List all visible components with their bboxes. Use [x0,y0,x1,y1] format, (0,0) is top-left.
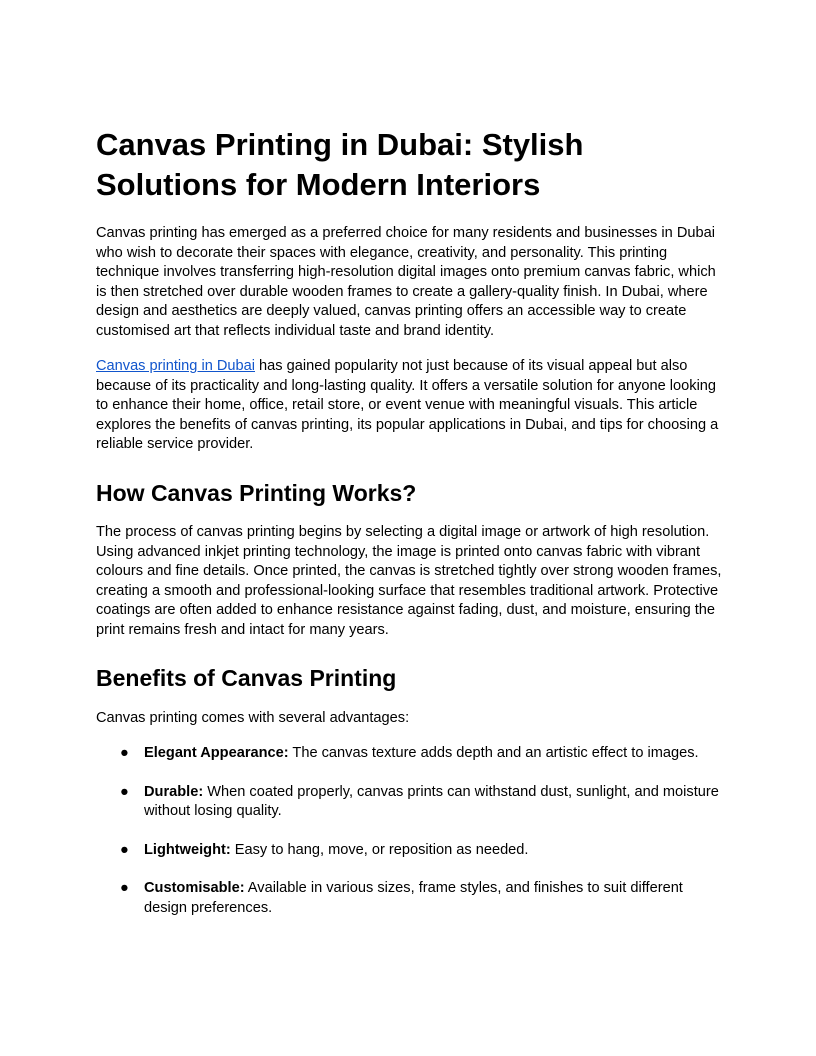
bullet-icon: ● [120,841,129,858]
bullet-icon: ● [120,783,129,800]
how-it-works-paragraph: The process of canvas printing begins by selecting a digital image or artwork of high resolution. Using advanced inkjet printing technology, the image is printed onto canvas fabric with vibrant colours and fine details. Once printed, the canvas is stretched tightly over strong wooden frames, creating a smooth and professional-looking surface that resembles traditional artwork. Protective coatings are often added to enhance resistance against fading, dust, and moisture, ensuring the print remains fresh and intact for many years. [96,524,722,638]
bullet-text: Easy to hang, move, or reposition as needed. [230,841,529,858]
bullet-label: Durable: [144,783,204,800]
bullet-icon: ● [120,745,129,761]
bullet-icon: ● [120,880,129,896]
benefits-intro: Canvas printing comes with several advantages: [96,710,410,726]
list-item [96,841,722,861]
bullet-label: Elegant Appearance: [144,745,289,761]
section-heading-benefits: Benefits of Canvas Printing [96,665,397,691]
intro-paragraph: Canvas printing has emerged as a preferred choice for many residents and businesses in Dubai who wish to decorate their spaces with elegance, creativity, and personality. This printing technique involves transferring high-resolution digital images onto premium canvas fabric, which is then stretched over durable wooden frames to create a gallery-quality finish. In Dubai, where design and aesthetics are deeply valued, canvas printing offers an accessible way to create customised art that reflects individual taste and brand identity. [96,225,716,339]
list-item [96,783,722,822]
second-paragraph-text: has gained popularity not just because of its visual appeal but also because of its practicality and long-lasting quality. It offers a versatile solution for anyone looking to enhance their home, office, retail store, or event venue with meaningful visuals. This article explores the benefits of canvas printing, its popular applications in Dubai, and tips for choosing a reliable service provider. [96,358,719,452]
canvas-printing-dubai-link[interactable]: Canvas printing in Dubai [96,358,255,374]
section-heading-how-it-works: How Canvas Printing Works? [96,480,417,506]
bullet-text: Available in various sizes, frame styles, and finishes to suit different design preferences. [144,880,683,916]
list-item [96,879,722,918]
bullet-label: Lightweight: [144,841,231,858]
second-paragraph [96,357,722,455]
bullet-text: The canvas texture adds depth and an artistic effect to images. [288,745,699,761]
bullet-text: When coated properly, canvas prints can withstand dust, sunlight, and moisture without losing quality. [144,783,719,819]
list-item [96,744,722,764]
article-title: Canvas Printing in Dubai: Stylish Solutions for Modern Interiors [96,127,584,202]
bullet-label: Customisable: [144,880,245,896]
benefits-list [96,744,722,937]
